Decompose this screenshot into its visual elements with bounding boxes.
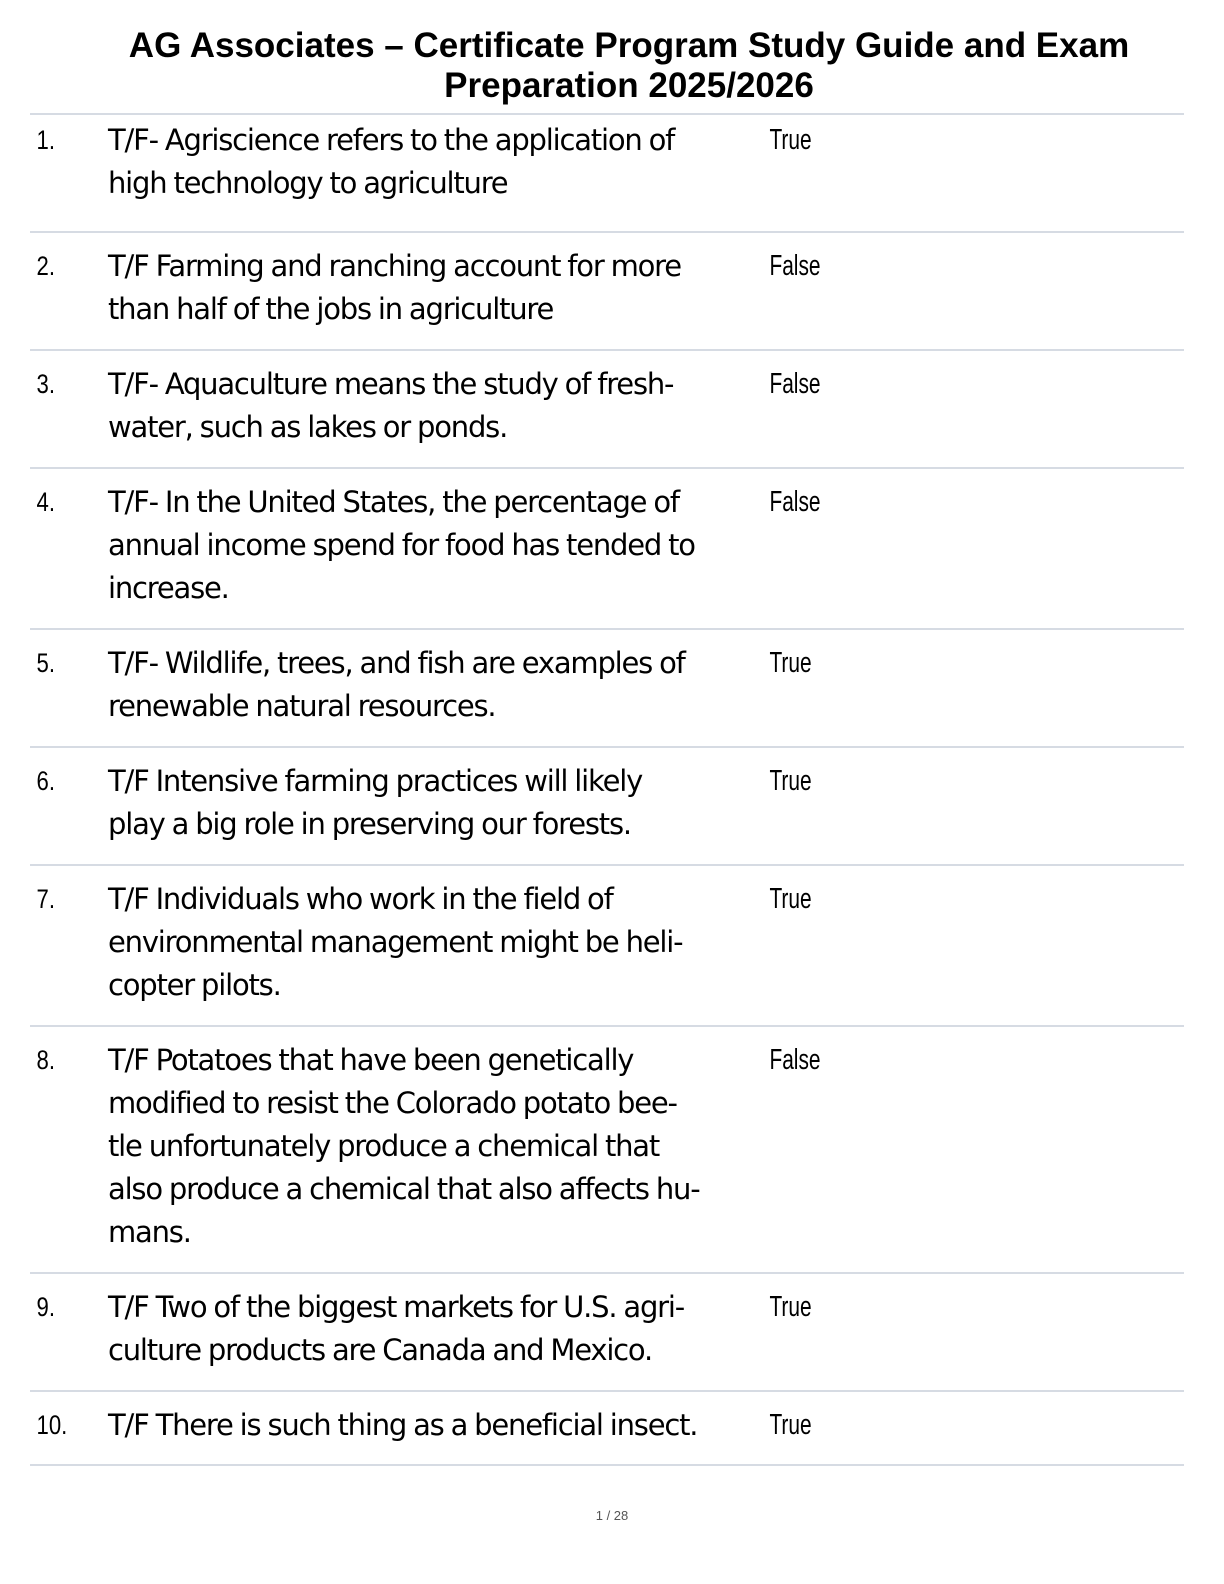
question-text <box>108 363 768 449</box>
title-line-1: AG Associates – Certificate Program Study Guide and Exam <box>128 26 1130 65</box>
question-text-line: high technology to agriculture <box>108 166 508 200</box>
question-text-line: T/F- Aquaculture means the study of fresh- <box>108 367 674 401</box>
question-text-line: copter pilots. <box>108 968 281 1002</box>
question-text-line: than half of the jobs in agriculture <box>108 292 554 326</box>
question-number: 7. <box>36 884 56 914</box>
question-text-line: mans. <box>108 1215 191 1249</box>
question-row-9 <box>30 1272 1184 1390</box>
title-line-2: Preparation 2025/2026 <box>444 66 814 105</box>
question-row-8 <box>30 1025 1184 1272</box>
answer-text: True <box>769 647 812 679</box>
question-text <box>108 1039 768 1254</box>
question-text <box>108 878 768 1007</box>
question-text-line: T/F There is such thing as a beneficial insect. <box>108 1408 698 1442</box>
answer-text: True <box>769 1409 812 1441</box>
question-number: 6. <box>36 766 56 796</box>
question-text-line: T/F- Agriscience refers to the application of <box>108 123 675 157</box>
question-text-line: T/F- In the United States, the percentage of <box>108 485 679 519</box>
answer-text: False <box>769 486 821 518</box>
question-text-line: T/F Farming and ranching account for more <box>108 249 681 283</box>
question-number: 4. <box>36 487 56 517</box>
question-text-line: increase. <box>108 571 229 605</box>
answer-text: True <box>769 883 812 915</box>
answer-text: True <box>769 765 812 797</box>
question-text-line: T/F Two of the biggest markets for U.S. agri- <box>108 1290 685 1324</box>
question-number: 9. <box>36 1292 56 1322</box>
question-list <box>30 113 1184 1466</box>
question-row-10 <box>30 1390 1184 1466</box>
question-row-1 <box>30 113 1184 231</box>
question-text-line: T/F Intensive farming practices will likely <box>108 764 643 798</box>
answer-text: True <box>769 1291 812 1323</box>
question-text-line: annual income spend for food has tended to <box>108 528 695 562</box>
question-text <box>108 1404 768 1447</box>
question-text <box>108 481 768 610</box>
question-text-line: T/F Potatoes that have been genetically <box>108 1043 634 1077</box>
question-row-7 <box>30 864 1184 1025</box>
answer-text: False <box>769 250 821 282</box>
question-text <box>108 760 768 846</box>
question-text-line: renewable natural resources. <box>108 689 496 723</box>
question-text-line: environmental management might be heli- <box>108 925 683 959</box>
question-text-line: T/F- Wildlife, trees, and fish are examples of <box>108 646 685 680</box>
question-text-line: also produce a chemical that also affects hu- <box>108 1172 700 1206</box>
question-text <box>108 642 768 728</box>
answer-text: True <box>769 124 812 156</box>
question-number: 5. <box>36 648 56 678</box>
question-text-line: play a big role in preserving our forests. <box>108 807 631 841</box>
answer-text: False <box>769 1044 821 1076</box>
question-text-line: water, such as lakes or ponds. <box>108 410 508 444</box>
question-text <box>108 119 768 205</box>
question-text-line: tle unfortunately produce a chemical that <box>108 1129 660 1163</box>
question-number: 10. <box>36 1410 68 1440</box>
question-row-5 <box>30 628 1184 746</box>
question-text-line: modified to resist the Colorado potato bee- <box>108 1086 677 1120</box>
question-number: 8. <box>36 1045 56 1075</box>
question-row-2 <box>30 231 1184 349</box>
question-text-line: culture products are Canada and Mexico. <box>108 1333 652 1367</box>
question-number: 1. <box>36 125 56 155</box>
question-text-line: T/F Individuals who work in the field of <box>108 882 613 916</box>
question-row-6 <box>30 746 1184 864</box>
question-text <box>108 1286 768 1372</box>
question-text <box>108 245 768 331</box>
question-number: 2. <box>36 251 56 281</box>
page-title <box>60 26 1198 106</box>
question-row-3 <box>30 349 1184 467</box>
page-number: 1 / 28 <box>595 1508 629 1523</box>
question-row-4 <box>30 467 1184 628</box>
question-number: 3. <box>36 369 56 399</box>
answer-text: False <box>769 368 821 400</box>
